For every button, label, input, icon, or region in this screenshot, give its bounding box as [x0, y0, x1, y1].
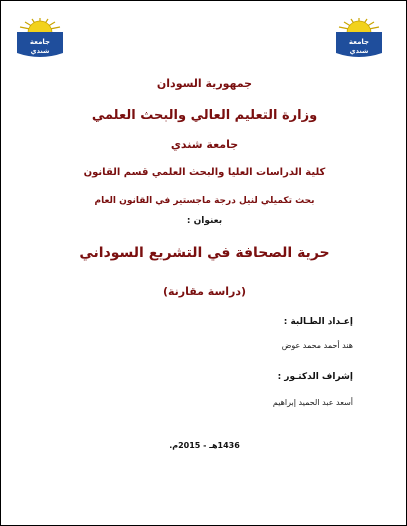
ministry-heading: وزارة التعليم العالي والبحث العلمي	[91, 108, 318, 123]
thesis-title: حرية الصحافة في التشريع السوداني	[79, 245, 330, 261]
university-heading: جامعة شندي	[170, 138, 239, 151]
thesis-subtitle: (دراسة مقارنة)	[162, 285, 247, 298]
logo-text-top: جامعة	[29, 38, 51, 46]
shendi-university-emblem-icon	[330, 17, 388, 61]
college-heading: كلية الدراسات العليا والبحث العلمي قسم القانون	[83, 167, 326, 178]
university-logo-left	[11, 17, 69, 61]
date-line: 1436هـ - 2015م.	[169, 441, 240, 450]
supervised-by-label: إشراف الدكتـور :	[277, 372, 353, 382]
university-logo-right	[330, 17, 388, 61]
research-note: بحث تكميلي لنيل درجة ماجستير في القانون العام	[94, 196, 315, 206]
logo-text-bottom: شندي	[30, 47, 50, 55]
entitled-label: بعنوان :	[186, 216, 223, 226]
shendi-university-emblem-icon	[11, 17, 69, 61]
prepared-by-label: إعـداد الطـالبة :	[283, 317, 353, 327]
student-name: هند أحمد محمد عوض	[281, 341, 353, 350]
supervisor-name: أسعد عبد الحميد إبراهيم	[272, 398, 353, 407]
logo-text-bottom: شندي	[349, 47, 369, 55]
logo-text-top: جامعة	[348, 38, 370, 46]
republic-heading: جمهورية السودان	[156, 77, 253, 90]
